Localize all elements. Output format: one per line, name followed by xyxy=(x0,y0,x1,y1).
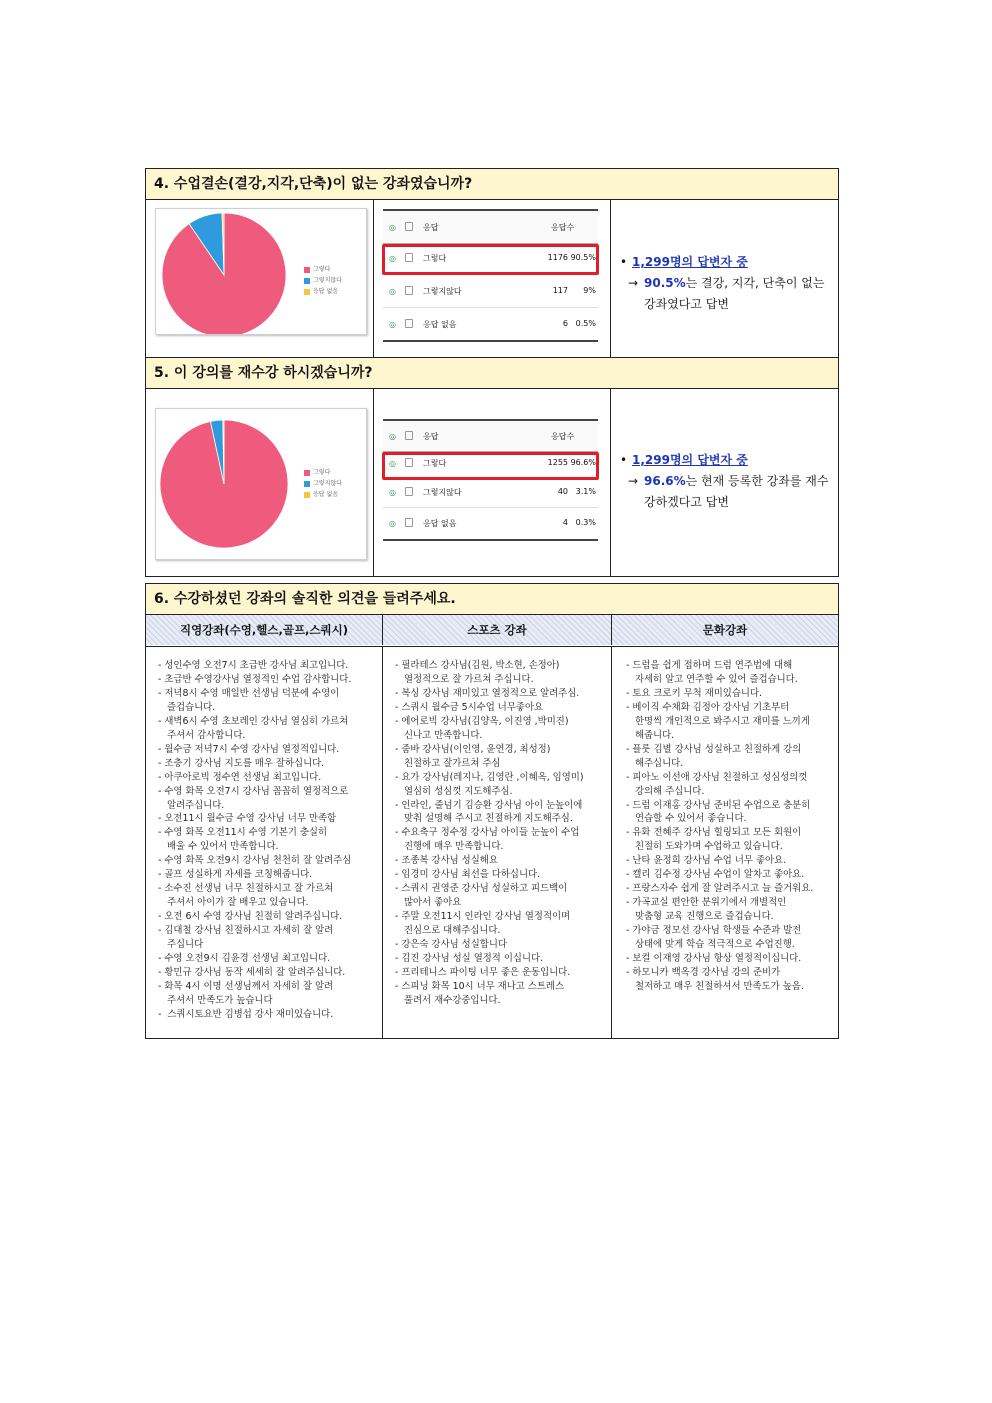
comment-line: 친절히 도와가며 수업하고 있습니다. xyxy=(626,841,783,853)
comment-line: 상태에 맞게 학습 적극적으로 수업진행. xyxy=(626,939,795,951)
legend-item-yes: 그렇다 xyxy=(304,264,342,275)
check-circle-icon: ◎ xyxy=(389,459,396,468)
comment-line: - 저녁8시 수영 매일반 선생님 덕분에 수영이 xyxy=(158,687,340,699)
comment-line: - 황민규 강사님 동작 세세히 잘 알려주십니다. xyxy=(158,966,346,978)
legend-item-no: 그렇지않다 xyxy=(304,478,342,489)
checkbox-icon xyxy=(405,518,413,527)
comment-line: - 새벽6시 수영 초보레인 강사님 열심히 가르쳐 xyxy=(158,715,349,727)
response-header: ◎ 응답 응답수 xyxy=(383,209,598,244)
comment-line: - 오전 6시 수영 강사님 친절히 알려주십니다. xyxy=(158,911,343,923)
comment-line: - 하모니카 백옥경 강사님 강의 준비가 xyxy=(626,966,781,978)
response-row-yes: ◎ 그렇다 1176 90.5% xyxy=(383,241,598,275)
comment-line: - 드럼 이재홍 강사님 준비된 수업으로 충분히 xyxy=(626,799,811,811)
comment-line: - 김진 강사님 성실 열정적 이십니다. xyxy=(395,953,544,965)
comment-line: 많아서 좋아요 xyxy=(395,897,462,909)
comment-line: - 난타 윤정희 강사님 수업 너무 좋아요. xyxy=(626,855,787,867)
comment-line: 열심히 성심껏 지도해주심. xyxy=(395,785,513,797)
q5-legend xyxy=(304,467,342,500)
legend-item-none: 응답 없음 xyxy=(304,489,342,500)
comment-line: 자세히 알고 연주할 수 있어 즐겁습니다. xyxy=(626,673,798,685)
comments-direct xyxy=(154,659,351,1022)
comment-line: - 화목 4시 이명 선생님께서 자세히 잘 알려 xyxy=(158,980,334,992)
highlight-box xyxy=(382,452,599,480)
arrow-right-icon: → xyxy=(628,276,639,290)
comment-line: - 골프 성실하게 자세를 코칭해줍니다. xyxy=(158,869,313,881)
comment-line: - 프리테니스 파이팅 너무 좋은 운동입니다. xyxy=(395,966,571,978)
check-circle-icon: ◎ xyxy=(389,254,396,263)
survey-results-table xyxy=(145,168,839,577)
comment-line: - 수영 오전9시 김윤경 선생님 최고입니다. xyxy=(158,953,331,965)
comment-line: 신나고 만족합니다. xyxy=(395,729,483,741)
comment-line: 진행에 매우 만족합니다. xyxy=(395,841,504,853)
comment-line: - 유화 전혜주 강사님 힐링되고 모든 회원이 xyxy=(626,827,802,839)
q6-title: 6. 수강하셨던 강좌의 솔직한 의견을 들려주세요. xyxy=(146,584,838,615)
q4-pie-chart xyxy=(155,208,367,335)
checkbox-icon xyxy=(405,319,413,328)
comments-culture xyxy=(622,659,813,994)
comment-line: - 수영 화목 오전7시 강사님 꼼꼼히 열정적으로 xyxy=(158,785,349,797)
comment-line: 열정적으로 잘 가르쳐 주십니다. xyxy=(395,673,534,685)
comment-line: - 베이직 수채화 김정아 강사님 기초부터 xyxy=(626,701,790,713)
comment-line: - 스쿼시 월수금 5시수업 너무좋아요 xyxy=(395,701,544,713)
comment-line: - 요가 강사님(레지나, 김영란 ,이혜옥, 임영미) xyxy=(395,771,584,783)
comment-line: - 수영 화목 오전9시 강사님 천천히 잘 알려주심 xyxy=(158,855,352,867)
check-circle-icon: ◎ xyxy=(389,519,396,528)
comment-line: 맞춤형 교육 진행으로 즐겁습니다. xyxy=(626,911,774,923)
comment-line: 강의해 주십니다. xyxy=(626,785,705,797)
comment-line: 주셔서 만족도가 높습니다 xyxy=(158,994,273,1006)
comment-line: - 플룻 김별 강사님 성실하고 친절하게 강의 xyxy=(626,743,802,755)
checkbox-icon xyxy=(405,431,413,440)
comment-line: 친절하고 잘가르쳐 주심 xyxy=(395,757,501,769)
comment-line: - 초급반 수영강사님 열정적인 수업 감사합니다. xyxy=(158,673,352,685)
opinions-table xyxy=(145,583,839,1039)
check-circle-icon: ◎ xyxy=(389,488,396,497)
check-circle-icon: ◎ xyxy=(389,287,396,296)
q4-pie-slices xyxy=(162,213,286,334)
column-header-culture: 문화강좌 xyxy=(612,615,838,645)
comment-line: - 조충기 강사님 지도를 매우 잘하십니다. xyxy=(158,757,325,769)
comment-line: - 소수진 선생님 너무 친절하시고 잘 가르쳐 xyxy=(158,883,334,895)
comment-line: - 드럼을 쉽게 접하며 드럼 연주법에 대해 xyxy=(626,660,793,671)
comment-line: 한명씩 개인적으로 봐주시고 재미를 느끼게 xyxy=(626,715,810,727)
q4-title: 4. 수업결손(결강,지각,단축)이 없는 강좌였습니까? xyxy=(146,169,838,200)
response-row-yes: ◎ 그렇다 1255 96.6% xyxy=(383,449,598,478)
legend-item-yes: 그렇다 xyxy=(304,467,342,478)
check-circle-icon: ◎ xyxy=(389,432,396,441)
checkbox-icon xyxy=(405,487,413,496)
arrow-right-icon: → xyxy=(628,474,639,488)
comment-line: 철저하고 매우 친절하셔서 만족도가 높음. xyxy=(626,980,804,992)
comment-line: - 강은숙 강사님 성실합니다 xyxy=(395,939,507,951)
comment-line: - 캘리 김수정 강사님 수업이 알차고 좋아요. xyxy=(626,869,805,881)
comment-line: - 오전11시 월수금 수영 강사님 너무 만족함 xyxy=(158,813,337,825)
comment-line: 풀려서 재수강중입니다. xyxy=(395,994,501,1006)
q5-pie-slices xyxy=(160,420,288,548)
comment-line: 주셔서 감사합니다. xyxy=(158,729,246,741)
comment-line: - 보컬 이재영 강사님 항상 열정적이십니다. xyxy=(626,953,802,965)
comment-line: - 필라테스 강사님(김원, 박소현, 손정아) xyxy=(395,660,560,671)
response-header: ◎ 응답 응답수 xyxy=(383,419,598,452)
comment-line: 맞춰 설명해 주시고 친절하게 지도해주심. xyxy=(395,813,573,825)
comment-line: - 주말 오전11시 인라인 강사님 열정적이며 xyxy=(395,911,571,923)
comment-line: - 아쿠아로빅 정수연 선생님 최고입니다. xyxy=(158,771,322,783)
comment-line: - 수영 화목 오전11시 수영 기본기 충실히 xyxy=(158,827,328,839)
comments-sports xyxy=(391,659,584,1008)
q5-response-table xyxy=(383,419,598,541)
highlight-box xyxy=(382,244,599,275)
comment-line: 해주십니다. xyxy=(626,757,684,769)
comment-line: - 프랑스자수 쉽게 잘 알려주시고 늘 즐거워요. xyxy=(626,883,814,895)
comment-line: - 김대철 강사님 친절하시고 자세히 잘 알려 xyxy=(158,925,334,937)
comment-line: - 성인수영 오전7시 초급반 강사님 최고입니다. xyxy=(158,660,349,671)
comment-line: - 에어로빅 강사님(김양옥, 이진영 ,박미진) xyxy=(395,715,569,727)
comment-line: - 줌바 강사님(이인영, 윤연경, 최성정) xyxy=(395,743,551,755)
comment-line: - 조종복 강사님 성실해요 xyxy=(395,855,498,867)
legend-item-no: 그렇지않다 xyxy=(304,275,342,286)
q4-response-table xyxy=(383,209,598,346)
comment-line: - 피아노 이선애 강사님 친절하고 성심성의껏 xyxy=(626,771,808,783)
q5-title: 5. 이 강의를 재수강 하시겠습니까? xyxy=(146,358,838,389)
comment-line: - 토요 크로키 무척 재미있습니다. xyxy=(626,687,763,699)
comment-line: 배울 수 있어서 만족합니다. xyxy=(158,841,279,853)
q5-pie-chart xyxy=(155,408,367,560)
comment-line: 주십니다 xyxy=(158,939,204,951)
response-row-no: ◎ 그렇지않다 117 9% xyxy=(383,274,598,308)
column-header-sports: 스포츠 강좌 xyxy=(383,615,612,645)
comment-line: 연습할 수 있어서 좋습니다. xyxy=(626,813,747,825)
comment-line: 해줍니다. xyxy=(626,729,675,741)
comment-line: - 인라인, 줄넘기 김승환 강사님 아이 눈높이에 xyxy=(395,799,583,811)
check-circle-icon: ◎ xyxy=(389,320,396,329)
response-row-no: ◎ 그렇지않다 40 3.1% xyxy=(383,477,598,508)
checkbox-icon xyxy=(405,286,413,295)
response-row-none: ◎ 응답 없음 4 0.3% xyxy=(383,507,598,541)
check-circle-icon: ◎ xyxy=(389,223,396,232)
comment-line: - 가야금 정모선 강사님 학생들 수준과 발전 xyxy=(626,925,802,937)
comment-line: - 복싱 강사님 재미있고 열정적으로 알려주심. xyxy=(395,687,580,699)
q5-row: 그렇다 그렇지않다 응답 없음 ◎ 응답 응답수 ◎ 그렇다 1255 96.6% ◎ 그렇지않다 40 3.1% ◎ 응답 없음 4 0.3% • 1,299명의 답변자 중 → 96.6%는 현재 등록한 강좌를 재수강하겠다고 답변 xyxy=(146,389,838,576)
comment-line: - 월수금 저녁7시 수영 강사님 열정적입니다. xyxy=(158,743,340,755)
comment-line: - 가곡교실 편안한 분위기에서 개별적인 xyxy=(626,897,787,909)
comment-line: - 수요축구 정수정 강사님 아이들 눈높이 수업 xyxy=(395,827,580,839)
comment-line: - 스쿼시 권영준 강사님 성실하고 피드백이 xyxy=(395,883,568,895)
comment-line: - 스피닝 화목 10시 너무 재나고 스트레스 xyxy=(395,980,565,992)
legend-item-none: 응답 없음 xyxy=(304,286,342,297)
comment-line: 주셔서 아이가 잘 배우고 있습니다. xyxy=(158,897,309,909)
q4-row: 그렇다 그렇지않다 응답 없음 ◎ 응답 응답수 ◎ 그렇다 1176 90.5% ◎ 그렇지않다 117 9% ◎ 응답 없음 6 0.5% • 1,299명의 답변자 중 → 90.5%는 결강, 지각, 단축이 없는 강좌였다고 답변 xyxy=(146,200,838,358)
comment-line: - 스쿼시토요반 김병섭 강사 재미있습니다. xyxy=(158,1008,334,1020)
q6-column-headers xyxy=(146,615,838,647)
q4-legend xyxy=(304,264,342,297)
q6-comments-row xyxy=(146,647,838,1038)
comment-line: - 임경미 강사님 최선을 다하십니다. xyxy=(395,869,541,881)
comment-line: 즐겁습니다. xyxy=(158,701,216,713)
comment-line: 진심으로 대해주십니다. xyxy=(395,925,501,937)
column-header-direct: 직영강좌(수영,헬스,골프,스쿼시) xyxy=(146,615,383,645)
comment-line: 알려주십니다. xyxy=(158,799,225,811)
response-row-none: ◎ 응답 없음 6 0.5% xyxy=(383,307,598,342)
checkbox-icon xyxy=(405,222,413,231)
